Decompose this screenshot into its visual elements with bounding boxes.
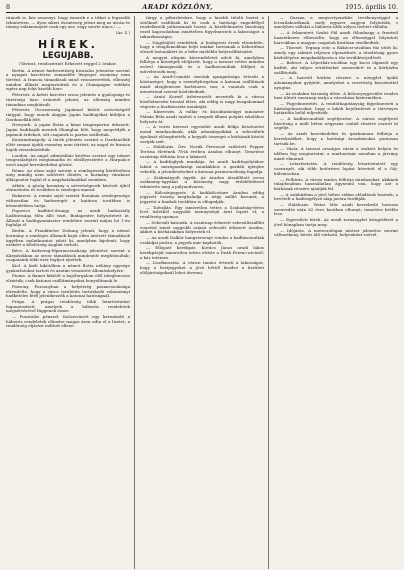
column-2-body bbox=[140, 16, 264, 276]
article-paragraph: — Időjárás. A meteorológiai intézet jelentése szerint változékony, hűvös idő várható, helyenként esővel. bbox=[274, 227, 398, 238]
article-paragraph: Fiume. A fiumei kikötőt a hajóforgalom elől ideiglenesen elzárták; csak katonai szállítmányokat bonyolítanak le. bbox=[6, 273, 130, 284]
section-subheading-latest: LEGUJABB. bbox=[42, 50, 94, 61]
column-3 bbox=[274, 16, 398, 569]
article-paragraph: — Az aradi kereskedelmi és iparkamara felhívja a kereskedőket, hogy a hatósági árszabásokat pontosan tartsák be. bbox=[274, 131, 398, 146]
paragraph: rünnek is, köz asszonyt, hogy ismerik e a titkot a legszebb tekintetten, — ilyen sikeri őszinteség jelent meg az utcán és tömeg valamennyiét csak egy asz, vagy szerte nincs ! — bbox=[6, 16, 130, 30]
article-paragraph: — Tolvajlás. Egy ismeretlen tettes a Szabadság-téren levő üzletből nagyobb mennyiségű árut lopott el; a rendőrség nyomoz. bbox=[140, 204, 264, 220]
article-paragraph: — A vörös kereszt egyesület aradi fiókja köszönetet mond mindazoknak, akik adományaikkal a sebesültek ápolását elősegítették; a begyült összeget a kórházak között osztják szét. bbox=[140, 124, 264, 144]
columns bbox=[6, 16, 398, 569]
article-paragraph: — Letartóztatás. A rendőrség letartóztatott egy csavargót, aki több betöréses lopást követett el a Gáj-külvárosban. bbox=[274, 161, 398, 176]
article-paragraph: Newyork. A japán flotta a kínai tengerpartra érkezett. Japán hadihajók mentek Shanghai felé, hogy megvédjék a japánok érdekeit, sőt csapatok is partra szállottak. bbox=[6, 122, 130, 137]
article-paragraph: — Nagyböjtöt rendeltek. A budapesti érsek elrendelte, hogy a templomokban böjti imákat tartsanak a háborúban elesett katonákért és a béke mielőbbi helyreállításáért. bbox=[140, 39, 264, 54]
article-paragraph: tárgy a péküzletekre, hogy a kisebb tételű lisztet a sütőknél szállítsák ki és csak a hatósági engedéllyel rendelkezők juthassanak hozzá. A közélelmezési bizottság ezzel kapcsolatban ismételten figyelmezteti a lakosságot a takarékosságra. bbox=[140, 16, 264, 39]
article-paragraph: — A honvéd kórház részére a nőegylet újabb adományokat gyűjtött, amelyeket a vezetőség köszönettel nyugtáz. bbox=[274, 75, 398, 90]
article-paragraph: — Figyelmeztetés. A rendőrkapitányság figyelmezteti a háztulajdonosokat, hogy a lakók bejelentését a törvényes határidőn belül teljesítsék. bbox=[274, 100, 398, 116]
article-paragraph: — Pusztulás pénzzel. Kolozsvárott egy kereskedő a háborús rendeletek ellenére magas áron adta el a lisztet; a rendőrség eljárást indított ellene. bbox=[6, 314, 130, 329]
article-paragraph: — Halálozás. Weisz Mór aradi kereskedő hosszas szenvedés után 62 éves korában elhunyt; temetése hétfőn lesz. bbox=[274, 202, 398, 217]
article-paragraph: — Lisztkiosztás. A városi tanács értesíti a lakosságot, hogy a lisztjegyeket a jövő héttől kezdve a kerületi elöljáróságoknál lehet átvenni. bbox=[140, 260, 264, 275]
article-paragraph: — A hadifoglyok munkája. Az aradi hadifogolytábor lakóit a mezőgazdasági munkákhoz a gazdák igénybe vehetik; a jelentkezéseket a katonai parancsnokság fogadja. bbox=[140, 159, 264, 174]
article-paragraph: Kiel. A kieli kikötőben a német flotta néhány egysége gyakorlatokat tartott és azután visszatért állomáshelyére. bbox=[6, 263, 130, 273]
column-3-body bbox=[274, 16, 398, 238]
article-paragraph: Pozsony. Pozsonyban a helyőrség parancsnoksága elrendelte, hogy a város területén tartózkodó valamennyi hadköteles férfi jelentkezzék a katonai hatóságnál. bbox=[6, 283, 130, 299]
article-paragraph: — Vásár. A tavaszi országos vásár a szokott helyen és időben fog megtartatni; a marhavásár azonban a járvány miatt elmarad. bbox=[274, 146, 398, 161]
article-paragraph: — Sebesült katonák. A vasárnap érkezett sebesültszállító vonattal ismét nagyobb számú sebesült érkezett Aradra, akiket a kórházakban helyeztek el. bbox=[140, 219, 264, 235]
article-paragraph: Róma. Az olasz sajtó szerint a semlegesség kérdésében még mindig nem született döntés; a kormány várakozó álláspontot foglal el a nagyhatalmakkal szemben. bbox=[6, 167, 130, 183]
article-paragraph: — A hadbavonultak segélyezése. A városi segélyező bizottság a múlt héten négyszáz család részére osztott ki segélyt. bbox=[274, 116, 398, 131]
article-paragraph: — Az Arad-Csanádi vasutak igazgatósága értesíti a közönséget, hogy a személyforgalom a katonai szállítások miatt ideiglenesen korlátozva van; a vonatok csak a menetrend szerint közlekednek. bbox=[140, 74, 264, 94]
article-paragraph: — Halálozás. Özv. Novák Ferencné született Popper Terézia életének 78-ik évében Aradon elhunyt. Temetése vasárnap délután lesz a lakásról. bbox=[140, 144, 264, 159]
section-note: (Távirat, rendszerint) Érkezett reggel 2 órakor. bbox=[19, 60, 117, 66]
article-paragraph: — Kölcsönjegyzés. A hadikölcsönre Aradon eddig jegyzett összeg meghaladja a négy millió koronát; a jegyzést a bankok továbbra is elfogadják. bbox=[140, 189, 264, 205]
article-paragraph: — A színházban a jövő héten vidám előadások lesznek; a bevételt a hadisegélyző alap javára fordítják. bbox=[274, 191, 398, 202]
signature: (Ar. Z.) bbox=[115, 30, 130, 36]
page-number: 8 bbox=[6, 3, 11, 11]
article-paragraph: Prága. A prágai rendőrség több letartóztatást foganatosított, amelyek a háborús rendeletek megsértésével függenek össze. bbox=[6, 298, 130, 314]
article-paragraph: Athén. A görög kormány a szövetségesek kérését újból elutasította és továbbra is semleges marad. bbox=[6, 182, 130, 193]
article-paragraph: — Baleset. A Lőporház-utcában egy kocsi elgázolt egy kisfiút, aki súlyos sérüléseket szenvedett és a kórházba szállították. bbox=[274, 60, 398, 75]
article-paragraph: Pétervár. Oroszország Japánnal kötött szövetségről tárgyal, hogy ennek alapján Japán hadihajókat küldjön a Dardanellák felé. bbox=[6, 107, 130, 122]
article-paragraph: London. Az angol admiralitás közlése szerint egy német tengeralattjáró megtámadta és elsüllyesztette a Harpalice nevű angol kereskedelmi gőzöst. bbox=[6, 152, 130, 167]
section-heading-news: HÍREK. bbox=[38, 37, 98, 51]
article-paragraph: Berlin. A Frankfurter Zeitung jelenti, hogy a német kormány a semleges államok hajói ellen intézett támadások ügyében nyilatkozatot adott ki, amelyben kijelenti, hogy ezekért a felelősség Angliát terheli. bbox=[6, 228, 130, 248]
article-paragraph: — Felhívás. A városi tanács felhívja mindazokat, akiknek tulajdonában használatlan ágynemű van, hogy azt a kórházak részére ajánlják fel. bbox=[274, 176, 398, 191]
article-paragraph: — Arató Kornél üzletvezetőt nevezték ki a városi közélelmezési hivatal élére, aki eddig is nagy buzgalommal végezte a lisztkiosztás munkáját. bbox=[140, 94, 264, 109]
issue-date: 1915. április 10. bbox=[345, 3, 398, 11]
article-paragraph: Konstantinápoly. A török jelentés szerint a Dardanellák előtt semmi újabb esemény nem történt; az angol és francia hajók visszahúzódtak. bbox=[6, 137, 130, 152]
article-paragraph: — Egyesületi hírek. Az aradi tornaegylet közgyűlését a jövő hónapban tartja meg. bbox=[274, 217, 398, 227]
article-paragraph: Bécs. A hadsereg-főparancsnokság jelentése szerint a Kárpátokban az orosz támadások mindenütt meghiúsultak; csapataink több ezer foglyot ejtettek. bbox=[6, 247, 130, 263]
article-paragraph: — A felmentett Szabó Pál aradi főhadnagy a frontról hazaérkezve elbeszélte, hogy az ellenséggel folytatott harcokban a magyar csapatok kiválóan viselkedtek. bbox=[274, 30, 398, 45]
newspaper-title: ARADI KÖZLÖNY, bbox=[142, 3, 213, 11]
column-2 bbox=[140, 16, 269, 569]
article-paragraph: — Gurzan a megvertyenekbe tevékenységgel a lecsatlakozóknak, mely egyszer nagyon folytatták, s amelyben vállalat a háborús idők súlyos terheit vállalta. bbox=[274, 16, 398, 30]
masthead bbox=[6, 3, 398, 13]
column-1 bbox=[6, 16, 135, 569]
article-paragraph: Pétervár. A keleti harctéri orosz jelentés a gyalogsági és tüzérségi harc szünetét jelenti; az ellenség minden támadása meghiúsult. bbox=[6, 92, 130, 107]
article-paragraph: Berlin. A német hadvezetőség hivatalos jelentése szerint a nyugati harctéren semmiféle lényeges esemény nem történt. A francia támadások mind visszaverettek, ellenség minden állását megtartottuk és a Champagne vidékén egész nap folyt kisebb harc. bbox=[6, 67, 130, 92]
article-paragraph: — Az irodalmi társaság ülése. A kölcseyegyesület rendes havi ülését vasárnap tartja a városháza kistermében. bbox=[274, 90, 398, 101]
article-paragraph: — Kinevezés. A vallás- és közoktatásügyi miniszter Fábián Béla aradi tanítót a szegedi állami polgári iskolához helyezte át. bbox=[140, 109, 264, 124]
article-paragraph: — Ellopott kerékpár. Kovács János aradi lakos kerékpárját ismeretlen tettes elvitte a Deák Ferenc-utcáról; a kár tetemes. bbox=[140, 245, 264, 260]
article-paragraph: — Tűzeset. Tegnap este a Rákóczi-utcában tűz ütött ki, amely egy raktárt teljesen elpusztított; a tűzoltóság gyors közbelépése megakadályozta a tűz továbbterjedését. bbox=[274, 45, 398, 60]
article-paragraph: A megyei alispán körrendeletet adott ki, amelyben felhívja a községek elöljáróit, hogy a tavaszi vetést minden erővel támogassák és a hadbavonultak földjeit is műveltessék meg. bbox=[140, 54, 264, 74]
article-paragraph: Popovics hadbíró-őrnagy, az aradi hadosztály hadbírósága élén álló tiszt, Budapestre helyeztetett át. Állását a hadügyminiszter rendelete szerint május hó 1-én foglalja el. bbox=[6, 208, 130, 228]
article-paragraph: Bukarest. A román sajtó szerint Románia semlegessége változatlan és hadseregét a határon továbbra is készenlétben tartja. bbox=[6, 193, 130, 208]
article-paragraph: — Zsákmányolt ágyúk. Az Aradon átszállított orosz zsákmány-ágyúkat a közönség nagy érdeklődéssel tekintette meg a pályaudvaron. bbox=[140, 174, 264, 189]
article-paragraph: — Az aradi Dalkör hangversenyt rendez a hadbavonultak családjai javára; a jegyek már kaphatók. bbox=[140, 234, 264, 245]
column-1-body bbox=[6, 69, 130, 330]
